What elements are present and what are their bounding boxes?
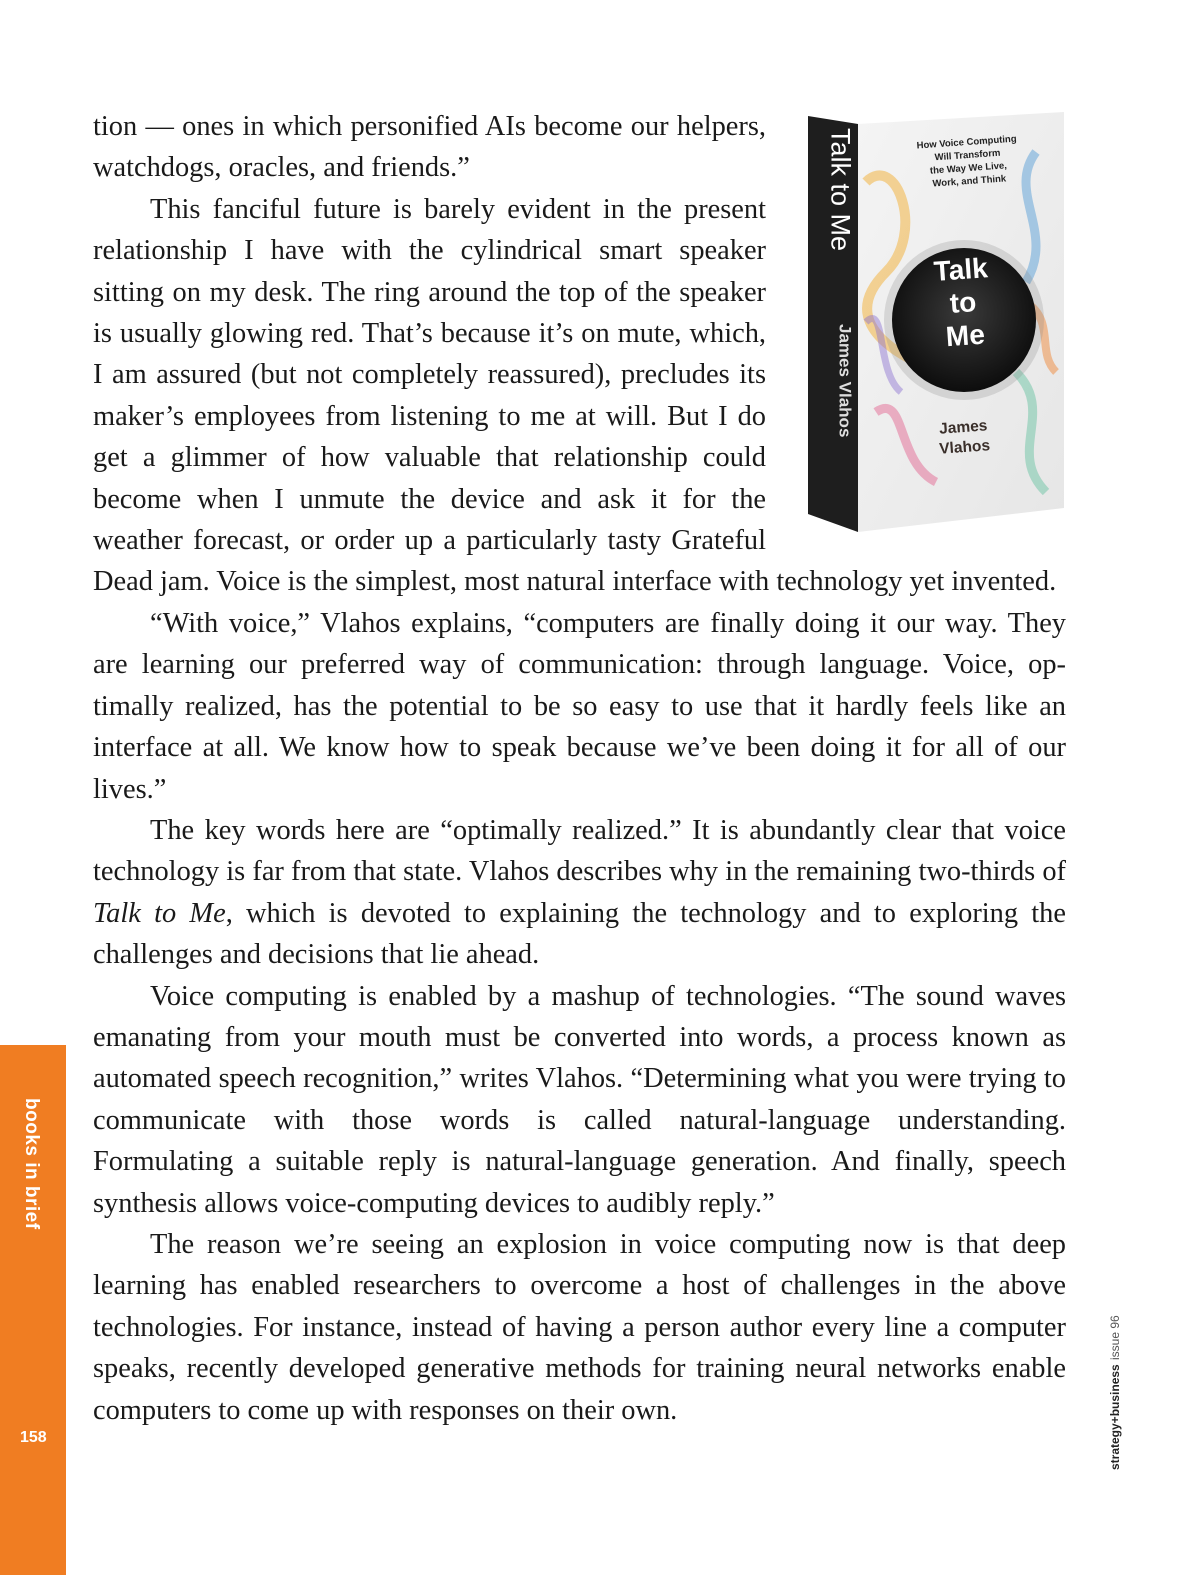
cover-subtitle-line: Work, and Think (932, 173, 1007, 190)
book-title-italic: Talk to Me (93, 897, 226, 929)
paragraph-text: , which is devoted to explaining the technology and to exploring the challenges and decisions that lie ahead. (93, 897, 1066, 971)
cover-subtitle-line: the Way We Live, (929, 160, 1008, 177)
paragraph (93, 810, 1066, 976)
book-cover-image (806, 112, 1066, 532)
publication-name: strategy+business (1108, 1364, 1122, 1470)
issue-number: issue 96 (1108, 1315, 1122, 1361)
paragraph-text: The key words here are “optimally realized.” It is abundantly clear that voice technology is far from that state. Vlahos describes why in the remaining two-thirds of (93, 814, 1066, 888)
cover-subtitle (896, 131, 1039, 193)
cover-title-line: Me (944, 318, 986, 353)
section-label: books in brief (21, 1098, 42, 1230)
page-number: 158 (20, 1429, 47, 1446)
paragraph: Voice computing is enabled by a mashup of technologies. “The sound waves emanating from your mouth must be converted into words, a process known as automated speech recognition,” writes Vlahos. “Determining what you were trying to communicate with those words is called natural-language understanding. Formulating a suitable reply is natural-language generation. And finally, speech synthesis allows voice-computing devices to audibly reply.” (93, 980, 1066, 1219)
cover-author-line: James (938, 417, 988, 438)
paragraph: tion — ones in which personified AIs become our helpers, watchdogs, oracles, and friends.” (93, 111, 766, 184)
paragraph: This fanciful future is barely evident in the present relationship I have with the cylindrical smart speaker sitting on my desk. The ring around the top of the speaker is usually glowing red. That’s because it’s on mute, which, I am assured (but not completely reassured), precludes its maker’s employees from listening to me at will. But I do get a glimmer of how valuable that relationship could become when I unmute the device and ask it for the weather forecast, or order up a particularly tasty Grateful Dead jam. Voice is the simplest, most natural interface with technology yet invented. (93, 193, 1057, 598)
running-footer (1108, 1310, 1122, 1470)
cover-subtitle-line: Will Transform (934, 147, 1001, 164)
paragraph: “With voice,” Vlahos explains, “computers are finally doing it our way. They are learning our preferred way of communication: through language. Voice, optimally realized, has the potential to be so easy to use that it hardly feels like an interface at all. We know how to speak because we’ve been doing it for all of our lives.” (93, 607, 1066, 805)
cover-title-line: Talk (932, 252, 989, 287)
cover-subtitle-line: How Voice Computing (916, 133, 1017, 152)
cover-title-line: to (948, 286, 978, 319)
article-body (93, 106, 1066, 1431)
spine-title: Talk to Me (825, 128, 856, 252)
cover-title (915, 250, 1012, 355)
cover-author-line: Vlahos (938, 437, 991, 458)
cover-author (923, 415, 1006, 460)
paragraph: The reason we’re seeing an explosion in voice computing now is that deep learning has enabled researchers to overcome a host of challenges in the above technologies. For instance, instead of having a person author every line a computer speaks, recently developed generative methods for training neural networks enable computers to come up with responses on their own. (93, 1228, 1066, 1426)
spine-author: James Vlahos (835, 324, 855, 438)
